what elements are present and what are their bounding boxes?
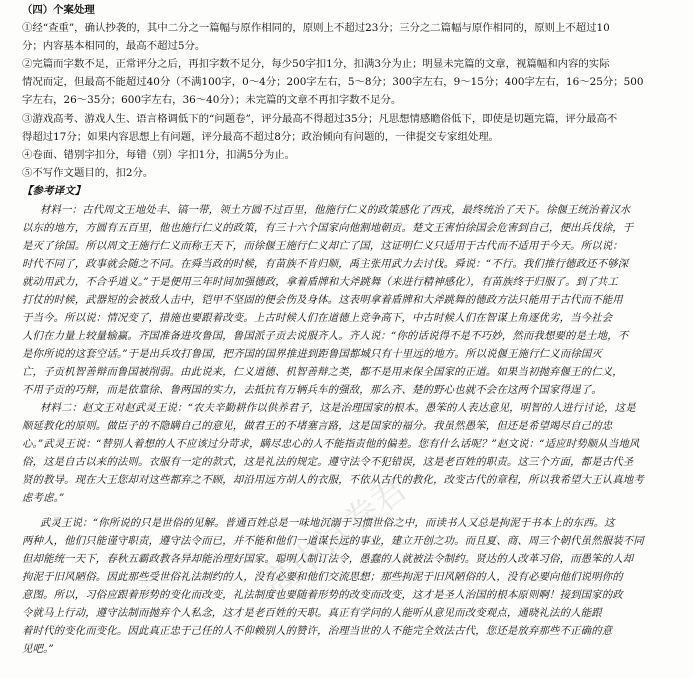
rule-line: ③游戏高考、游戏人生、语言格调低下的“问题卷”，评分最高不得超过35分；凡思想情感瞻俗低下，即使是切题完篇，评分最高不 [22, 113, 618, 125]
rule-line: ④卷面、错别字扣分，每错（别）字扣1分，扣满5分为止。 [22, 149, 295, 161]
rule-line: ②完篇而字数不足，正常评分之后，再扣字数不足分，每少50字扣1分，扣满3分为止；明显未完篇的文章，视篇幅和内容的实际 [22, 58, 610, 70]
paragraph-line: 虑考虑。” [22, 492, 65, 504]
paragraph-line: 就动用武力，不合乎道义。”于是便用三年时间加强德政，拿着盾牌和大斧跳舞（来进行精神感化），有苗族终于归服了。到了共工 [22, 276, 618, 288]
translation-heading: 【参考译文】 [22, 185, 86, 197]
paragraph-line: 是灭了徐国。所以周文王施行仁义而称王天下，而徐偃王施行仁义却亡了国，这证明仁义只适用于古代而不适用于今天。所以说： [22, 240, 623, 252]
paragraph-line: 人们在力量上较量输赢。齐国准备进攻鲁国，鲁国派子贡去说服齐人。齐人说：“你的话说得不是不巧妙，然而我想要的是土地，不 [22, 330, 629, 342]
rule-line: ①经“查重”，确认抄袭的，其中二分之一篇幅与原作相同的，原则上不超过23分；三分之二篇幅与原作相同的，原则上不超过10 [22, 22, 610, 34]
rule-line: 字左右，26～35分；600字左右，36～40分）；未完篇的文章不再扣字数不足分。 [22, 94, 402, 106]
paragraph-line: 但却能统一天下，春秋五霸政教各异却能治理好国家。聪明人制订法令，愚蠢的人就被法令制约。贤达的人改革习俗，而愚笨的人却 [22, 553, 634, 565]
paragraph-line: 材料二：赵文王对赵武灵王说：“农夫辛勤耕作以供养君子，这是治理国家的根本。愚笨的人表达意见，明智的人进行讨论，这是 [40, 402, 636, 414]
paragraph-line: 于当今。所以说：情况变了，措施也要跟着改变。上古时候人们在道德上竞争高下，中古时候人们在智谋上角逐优劣，当今社会 [22, 312, 613, 324]
paragraph-line: 拘泥于旧风陋俗。因此那些受世俗礼法制约的人，没有必要和他们交流思想；那些拘泥于旧风陋俗的人，没有必要向他们说明你的 [22, 571, 623, 583]
paragraph-line: 打仗的时候，武器短的会被敌人击中，铠甲不坚固的便会伤及身体。这表明拿着盾牌和大斧跳舞的德政方法只能用于古代而不能用 [22, 294, 623, 306]
rule-line: 分；内容基本相同的，最高不超过5分。 [22, 40, 206, 52]
paragraph-line: 见吧。” [22, 643, 54, 655]
paragraph-line: 是你所说的这套空话。”于是出兵攻打鲁国，把齐国的国界推进到距鲁国都城只有十里远的地方。所以说偃王施行仁义而徐国灭 [22, 348, 602, 360]
paragraph-line: 材料一：古代周文王地处丰、镐一带，领土方圆不过百里，他施行仁义的政策感化了西戎，最终统治了天下。徐偃王统治着汉水 [40, 204, 631, 216]
watermark: 高中试卷君 [255, 469, 415, 606]
paragraph-line: 不用子贡的巧辩，而是依靠徐、鲁两国的实力，去抵抗有万辆兵车的强敌，那么齐、楚的野心也就不会在这两个国家得逞了。 [22, 384, 602, 396]
paragraph-line: 以东的地方，方圆有五百里，他也施行仁义的政策，有三十六个国家向他割地朝贡。楚文王害怕徐国会危害到自己，便出兵伐徐，于 [22, 222, 634, 234]
paragraph-line: 两种人，他们只能谨守职责，遵守法令而已，并不能和他们一道谋长远的事业，建立开创之功。而且夏、商、周三个朝代虽然服装不同 [22, 535, 644, 547]
rule-line: ⑤不写作文题目的，扣2分。 [22, 167, 154, 179]
paragraph-line: 心。”武灵王说：“替别人着想的人不应该过分苛求，瞒尽忠心的人不能指责他的偏差。您有什么话呢？”赵文说：“适应时势顺从当地风 [22, 438, 640, 450]
paragraph-line: 令就马上行动，遵守法制而抛弃个人私念，这才是老百姓的天职。真正有学问的人能听从意见而改变观点，通晓礼法的人能跟 [22, 607, 602, 619]
paragraph-line: 亡，子贡机智善辩而鲁国被削弱。由此说来，仁义道德、机智善辩之类，都不是用来保全国家的正道。如果当初抛弃偃王的仁义， [22, 366, 623, 378]
rule-line: 得超过17分；如果内容思想上有问题，评分最高不超过8分；政治倾向有问题的，一律提交专家组处理。 [22, 131, 500, 143]
paragraph-line: 武灵王说：“你所说的只是世俗的见解。普通百姓总是一味地沉溺于习惯世俗之中，而读书人又总是拘泥于书本上的东西。这 [40, 517, 615, 529]
paragraph-line: 顺延教化的原则。做臣子的不隐瞒自己的意见，做君王的不堵塞言路，这是国家的福分。我虽然愚笨，但还是希望竭尽自己的忠 [22, 420, 613, 432]
paragraph-line: 着时代的变化而变化。因此真正忠于己任的人不仰赖别人的赞许，治理当世的人不能完全效法古代，您还是放弃那些不正确的意 [22, 625, 613, 637]
rule-line: 情况而定，但最高不能超过40分（不满100字，0～4分；200字左右，5～8分；300字左右，9～15分；400字左右，16～25分；500 [22, 76, 644, 88]
section-heading: （四）个案处理 [22, 4, 95, 16]
paragraph-line: 俗，这是自古以来的法则。衣服有一定的款式，这是礼法的规定。遵守法令不犯错误，这是老百姓的职责。这三个方面，都是古代圣 [22, 456, 634, 468]
paragraph-line: 贤的教导。现在大王您却对这些都弃之不顾，却沿用远方胡人的衣服，不依从古代的教化，改变古代的章程，所以我希望大王认真地考 [22, 474, 644, 486]
paragraph-line: 时代不同了，政事就会随之不同。在舜当政的时候，有苗族不肯归顺，禹主张用武力去讨伐。舜说：“不行。我们推行德政还不够深 [22, 258, 629, 270]
paragraph-line: 意图。所以，习俗应跟着形势的变化而改变，礼法制度也要随着形势的改变而改变，这才是圣人治国的根本原则啊！接到国家的政 [22, 589, 623, 601]
